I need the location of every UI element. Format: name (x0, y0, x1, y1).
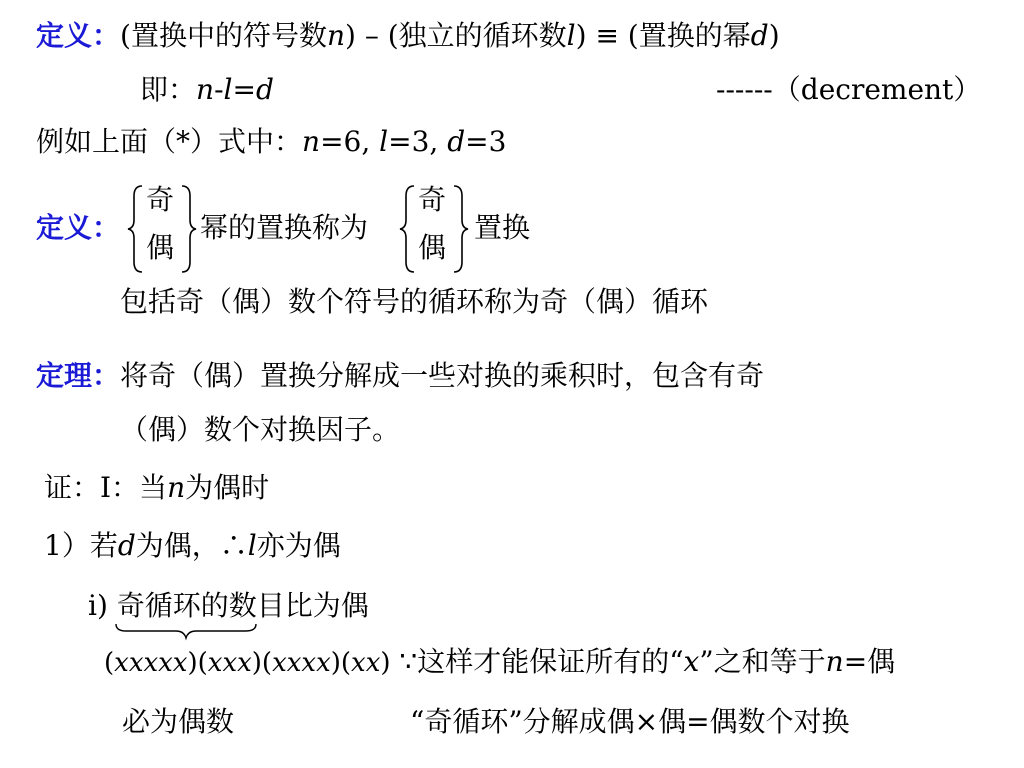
proof-n: n (167, 471, 186, 504)
subcase-prefix: i) (88, 589, 117, 622)
even-label-1: 偶 (146, 231, 175, 264)
cycle-2: xxx (207, 648, 252, 678)
even-label-2: 偶 (418, 231, 447, 264)
example-d-value: =3 (465, 125, 507, 158)
example-l-value: =3, (388, 125, 448, 158)
odd-label-1: 奇 (146, 183, 175, 216)
subcase-i-line (88, 589, 369, 622)
cycle-definition: 包括奇（偶）数个符号的循环称为奇（偶）循环 (120, 285, 709, 318)
cycle-example-line (104, 645, 896, 678)
left-brace-icon (126, 184, 146, 274)
case-1-prefix: 1）若 (44, 529, 118, 562)
even-result: =偶 (843, 645, 896, 678)
paren: ( (104, 648, 115, 678)
case-1-end: 亦为偶 (256, 529, 341, 562)
permutation-word: 置换 (474, 211, 531, 244)
case-1-line (44, 529, 341, 562)
def-text-1: (置换中的符号数 (120, 19, 327, 52)
case-1-d: d (117, 529, 136, 562)
paren: ) (380, 648, 391, 678)
cycle-1: xxxxx (114, 648, 188, 678)
example-n-value: =6, (320, 125, 380, 158)
parity-stack-2 (418, 183, 447, 264)
theorem-continuation: （偶）数个对换因子。 (120, 413, 401, 446)
conclusion-left: 必为偶数 (122, 705, 235, 738)
example-n: n (302, 125, 321, 158)
formula-n: n (196, 73, 215, 106)
example-l: l (379, 125, 389, 158)
cycle-4: xx (351, 648, 381, 678)
right-brace-icon-2 (450, 184, 470, 274)
conclusion-right: “奇循环”分解成偶×偶=偶数个对换 (410, 705, 850, 738)
parity-stack-1 (146, 183, 175, 264)
formula-eq: = (232, 73, 256, 106)
paren: )( (330, 648, 352, 678)
paren: )( (187, 648, 208, 678)
var-x: x (683, 645, 700, 678)
formula-prefix: 即： (140, 73, 197, 106)
definition-label-2 (36, 211, 121, 244)
def-text-3: ) ≡ (置换的幂 (575, 19, 751, 52)
sum-text: ”之和等于 (699, 645, 826, 678)
def-text-2: ) – (独立的循环数 (345, 19, 567, 52)
var-d: d (750, 19, 769, 52)
example-d: d (447, 125, 466, 158)
proof-prefix: 证：I：当 (44, 471, 168, 504)
odd-label-2: 奇 (418, 183, 447, 216)
decrement-note: ------（decrement） (716, 73, 982, 106)
theorem-text: 将奇（偶）置换分解成一些对换的乘积时，包含有奇 (120, 359, 765, 392)
example-line (36, 125, 507, 158)
definition-line-1 (36, 19, 780, 52)
formula-minus: - (214, 73, 224, 106)
var-l: l (566, 19, 576, 52)
proof-case: 为偶时 (185, 471, 270, 504)
subcase-text: 奇循环的数目比为偶 (116, 589, 369, 622)
proof-line (44, 471, 270, 504)
right-brace-icon (178, 184, 198, 274)
because-text: ∵这样才能保证所有的“ (390, 645, 684, 678)
def-text-4: ) (768, 19, 780, 52)
var-n-2: n (825, 645, 844, 678)
underbrace-icon (114, 622, 258, 642)
cycle-3: xxxx (272, 648, 331, 678)
theorem-label: 定理： (36, 359, 121, 392)
formula-d: d (255, 73, 274, 106)
power-permutation-text: 幂的置换称为 (200, 211, 369, 244)
theorem-line (36, 359, 765, 392)
definition-label: 定义： (36, 19, 121, 52)
var-n: n (326, 19, 345, 52)
left-brace-icon-2 (398, 184, 418, 274)
definition-label-text: 定义： (36, 211, 121, 244)
case-1-l: l (247, 529, 257, 562)
formula-l: l (223, 73, 233, 106)
example-text: 例如上面（*）式中： (36, 125, 303, 158)
case-1-mid: 为偶，∴ (135, 529, 248, 562)
paren: )( (251, 648, 273, 678)
formula-line (140, 73, 274, 106)
